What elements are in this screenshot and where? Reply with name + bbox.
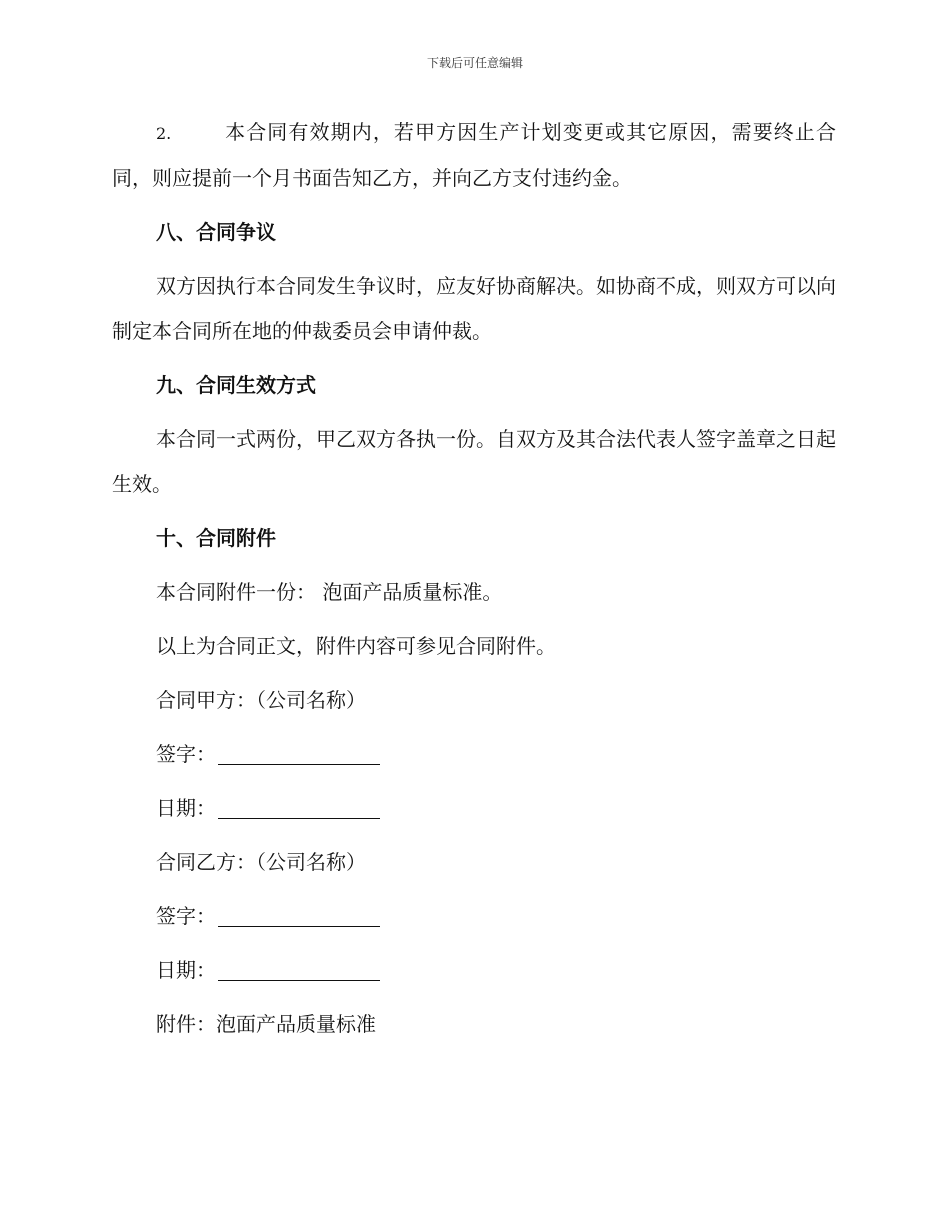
party-a-date-label: 日期： — [156, 796, 216, 820]
party-b-label: 合同乙方：（公司名称） — [156, 850, 366, 874]
party-b-date-row — [112, 948, 836, 993]
document-body — [112, 110, 836, 1047]
section-9-body: 本合同一式两份，甲乙双方各执一份。自双方及其合法代表人签字盖章之日起生效。 — [112, 427, 836, 496]
section-8-body: 双方因执行本合同发生争议时，应友好协商解决。如协商不成，则双方可以向制定本合同所在地的仲裁委员会申请仲裁。 — [112, 274, 836, 343]
party-a-sign-label: 签字： — [156, 742, 216, 766]
party-b-sign-label: 签字： — [156, 904, 216, 928]
section-10-body-2: 以上为合同正文，附件内容可参见合同附件。 — [156, 634, 556, 658]
page-header: 下载后可任意编辑 — [426, 56, 523, 70]
clause-2-text: 本合同有效期内，若甲方因生产计划变更或其它原因，需要终止合同，则应提前一个月书面告知乙方，并向乙方支付违约金。 — [112, 120, 836, 190]
party-a-date-blank — [218, 798, 380, 819]
section-9-title: 九、合同生效方式 — [156, 373, 316, 397]
party-a-sign-blank — [218, 744, 380, 765]
section-10-body-1: 本合同附件一份： 泡面产品质量标准。 — [156, 580, 503, 604]
party-a-label: 合同甲方：（公司名称） — [156, 688, 366, 712]
attachment-line: 附件：泡面产品质量标准 — [156, 1012, 376, 1036]
party-b-sign-row — [112, 894, 836, 939]
section-10-title: 十、合同附件 — [156, 526, 276, 550]
party-a-date-row — [112, 786, 836, 831]
party-a-sign-row — [112, 732, 836, 777]
party-b-date-blank — [218, 960, 380, 981]
party-b-sign-blank — [218, 906, 380, 927]
party-b-date-label: 日期： — [156, 958, 216, 982]
clause-2-number: 2. — [156, 124, 172, 143]
section-8-title: 八、合同争议 — [156, 220, 276, 244]
clause-2 — [112, 110, 836, 201]
